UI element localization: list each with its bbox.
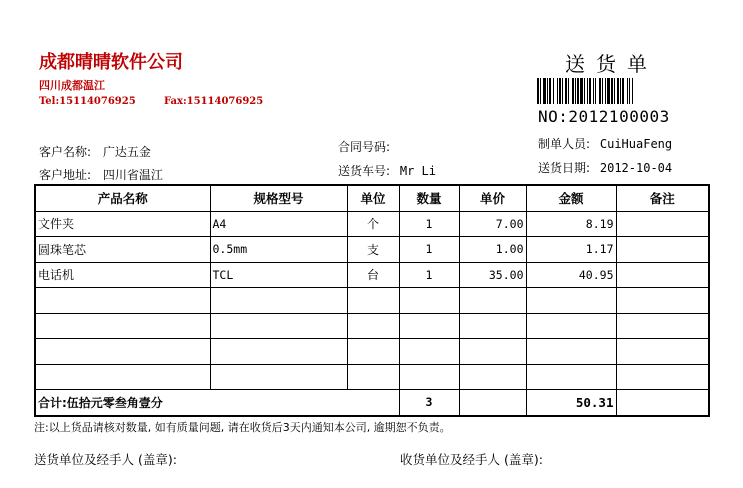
table-row [35, 364, 709, 390]
maker-row [538, 135, 672, 152]
cell-spec [210, 288, 347, 314]
table-row [35, 211, 709, 237]
cell-product-name [35, 288, 210, 314]
customer-address-value: 四川省温江 [102, 168, 163, 182]
cell-remark [616, 364, 709, 390]
cell-product-name [35, 364, 210, 390]
cell-amount [526, 288, 616, 314]
cell-product-name: 文件夹 [35, 211, 210, 237]
items-table [34, 184, 710, 417]
cell-amount: 8.19 [526, 211, 616, 237]
header-spec: 规格型号 [210, 185, 347, 211]
company-tel: Tel:15114076925 [39, 96, 136, 107]
header-product-name: 产品名称 [35, 185, 210, 211]
receiver-signature: 收货单位及经手人 (盖章): [400, 452, 543, 467]
cell-qty [399, 339, 459, 365]
customer-address-label: 客户地址: [39, 168, 92, 182]
sender-signature: 送货单位及经手人 (盖章): [34, 452, 177, 467]
cell-remark [616, 237, 709, 263]
table-row [35, 237, 709, 263]
cell-amount [526, 339, 616, 365]
cell-product-name: 圆珠笔芯 [35, 237, 210, 263]
cell-qty [399, 288, 459, 314]
cell-spec: 0.5mm [210, 237, 347, 263]
total-row [35, 390, 709, 416]
cell-remark [616, 211, 709, 237]
cell-spec [210, 364, 347, 390]
cell-spec: TCL [210, 262, 347, 288]
cell-product-name: 电话机 [35, 262, 210, 288]
cell-price [459, 339, 526, 365]
maker-value: CuiHuaFeng [599, 137, 673, 151]
cell-remark [616, 288, 709, 314]
total-remark-empty [616, 390, 709, 416]
cell-price [459, 288, 526, 314]
header-remark: 备注 [616, 185, 709, 211]
cell-spec [210, 339, 347, 365]
vehicle-number-label: 送货车号: [338, 164, 391, 178]
header-unit: 单位 [347, 185, 399, 211]
cell-remark [616, 313, 709, 339]
cell-unit [347, 313, 399, 339]
cell-unit: 支 [347, 237, 399, 263]
cell-price: 1.00 [459, 237, 526, 263]
table-row [35, 339, 709, 365]
table-row [35, 313, 709, 339]
delivery-date-value: 2012-10-04 [599, 161, 673, 175]
company-address: 四川成都温江 [39, 79, 105, 92]
header-price: 单价 [459, 185, 526, 211]
header-amount: 金额 [526, 185, 616, 211]
cell-product-name [35, 313, 210, 339]
total-amount: 50.31 [526, 390, 616, 416]
customer-name-row [39, 143, 151, 160]
total-qty: 3 [399, 390, 459, 416]
cell-amount [526, 313, 616, 339]
barcode [537, 78, 689, 104]
cell-qty: 1 [399, 237, 459, 263]
company-fax: Fax:15114076925 [164, 96, 264, 107]
delivery-date-label: 送货日期: [538, 161, 591, 175]
cell-qty: 1 [399, 211, 459, 237]
cell-qty [399, 364, 459, 390]
vehicle-number-value: Mr Li [399, 164, 436, 178]
company-name: 成都晴晴软件公司 [39, 52, 183, 73]
cell-spec: A4 [210, 211, 347, 237]
cell-unit [347, 288, 399, 314]
contract-number-row [338, 138, 390, 155]
cell-amount: 40.95 [526, 262, 616, 288]
cell-product-name [35, 339, 210, 365]
document-title: 送货单 [565, 52, 658, 76]
delivery-date-row [538, 159, 672, 176]
cell-qty: 1 [399, 262, 459, 288]
total-price-empty [459, 390, 526, 416]
table-row [35, 262, 709, 288]
cell-remark [616, 262, 709, 288]
cell-price: 35.00 [459, 262, 526, 288]
cell-unit: 台 [347, 262, 399, 288]
cell-unit: 个 [347, 211, 399, 237]
cell-amount [526, 364, 616, 390]
cell-price: 7.00 [459, 211, 526, 237]
cell-unit [347, 364, 399, 390]
table-row [35, 288, 709, 314]
table-header-row [35, 185, 709, 211]
footer-note: 注:以上货品请核对数量, 如有质量问题, 请在收货后3天内通知本公司, 逾期恕不负责。 [34, 421, 451, 434]
cell-qty [399, 313, 459, 339]
cell-spec [210, 313, 347, 339]
contract-number-label: 合同号码: [338, 140, 391, 154]
cell-price [459, 313, 526, 339]
maker-label: 制单人员: [538, 137, 591, 151]
customer-name-value: 广达五金 [102, 145, 151, 159]
total-label: 合计:伍拾元零叁角壹分 [35, 390, 399, 416]
cell-price [459, 364, 526, 390]
cell-amount: 1.17 [526, 237, 616, 263]
header-qty: 数量 [399, 185, 459, 211]
cell-unit [347, 339, 399, 365]
cell-remark [616, 339, 709, 365]
vehicle-number-row [338, 162, 436, 179]
customer-name-label: 客户名称: [39, 145, 92, 159]
document-number: NO:2012100003 [538, 107, 670, 126]
customer-address-row [39, 166, 163, 183]
